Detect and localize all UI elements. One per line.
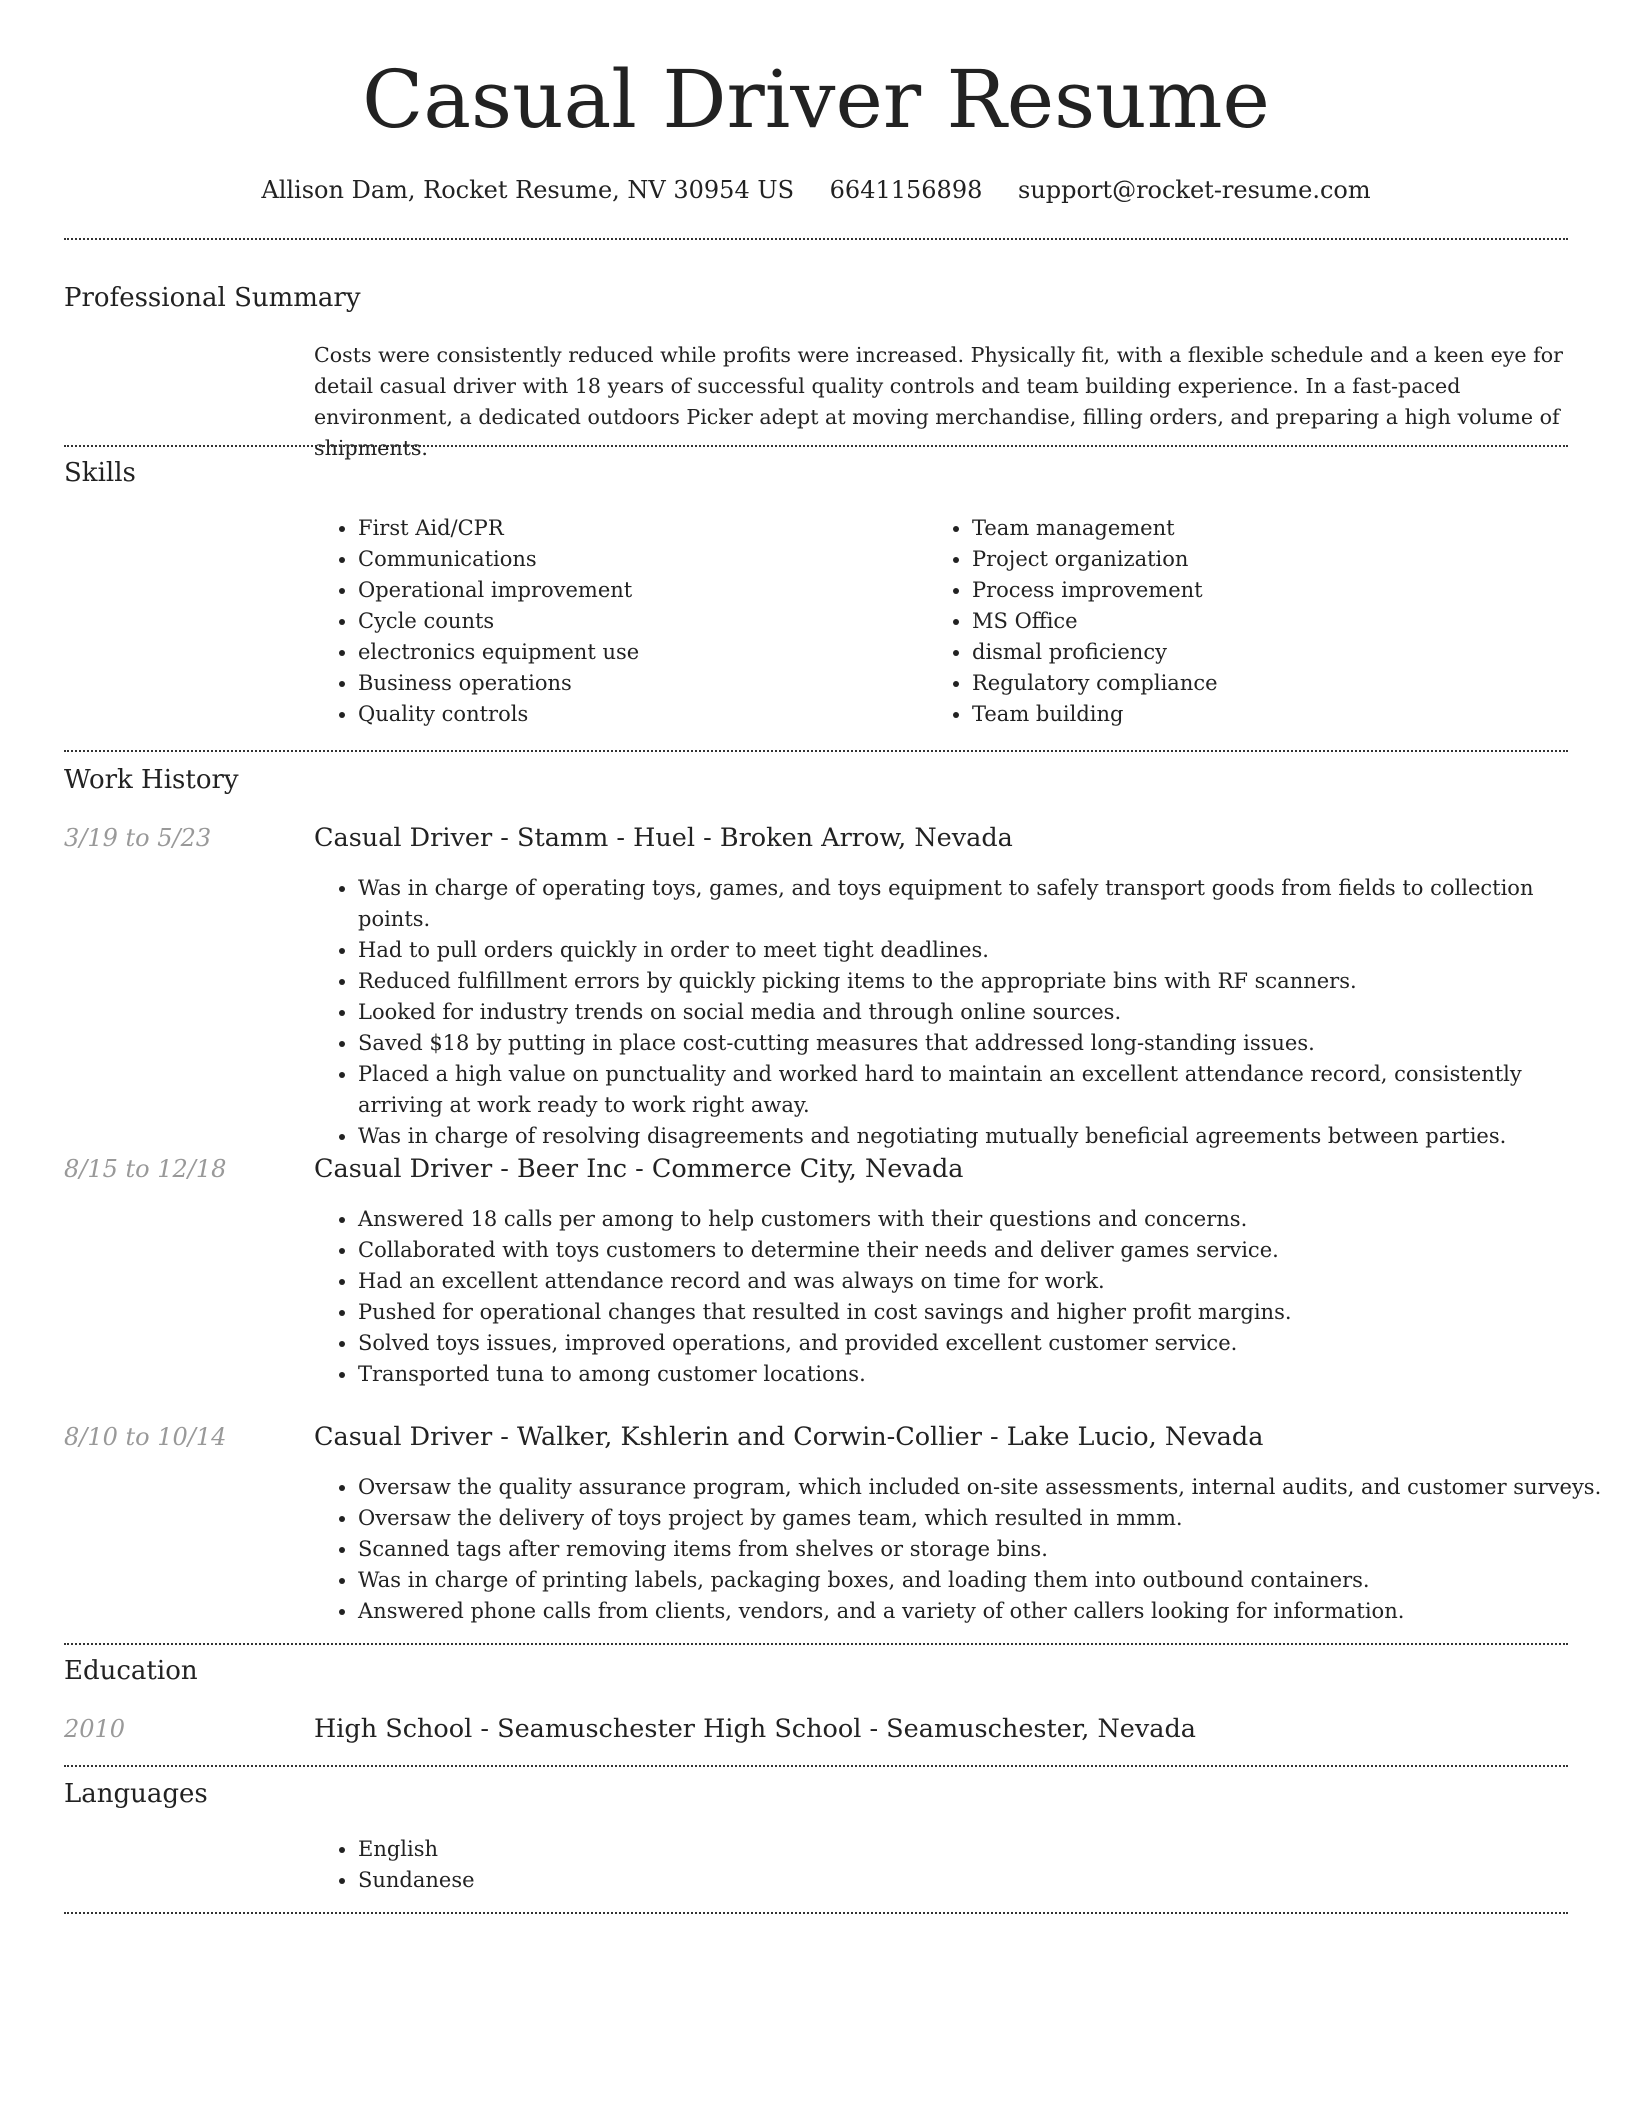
- divider: [64, 1643, 1568, 1645]
- skill-item: • Project organization: [972, 544, 1572, 575]
- contact-phone: 6641156898: [829, 176, 983, 204]
- work-heading: Work History: [64, 765, 239, 795]
- job-dates: 8/10 to 10/14: [64, 1423, 227, 1451]
- skill-item: • electronics equipment use: [358, 637, 918, 668]
- job-bullet: • Pushed for operational changes that resulted in cost savings and higher profit margins.: [358, 1297, 1612, 1328]
- divider: [64, 238, 1568, 240]
- education-entry: High School - Seamuschester High School - Seamuschester, Nevada: [314, 1714, 1196, 1744]
- contact-line: [0, 170, 1632, 210]
- job-bullet: • Was in charge of resolving disagreements and negotiating mutually beneficial agreements between parties.: [358, 1121, 1612, 1152]
- skills-list-left: [314, 513, 918, 730]
- skill-item: • Operational improvement: [358, 575, 918, 606]
- job-bullets: [314, 1472, 1612, 1627]
- job-bullet: • Had an excellent attendance record and was always on time for work.: [358, 1266, 1612, 1297]
- skills-list-right: [928, 513, 1572, 730]
- job-bullet: • Transported tuna to among customer locations.: [358, 1359, 1612, 1390]
- job-title: Casual Driver - Stamm - Huel - Broken Arrow, Nevada: [314, 823, 1013, 853]
- language-item: • English: [358, 1834, 958, 1865]
- skill-item: • Communications: [358, 544, 918, 575]
- job-bullet: • Oversaw the quality assurance program, which included on-site assessments, internal audits, and customer surveys.: [358, 1472, 1612, 1503]
- job-dates: 3/19 to 5/23: [64, 824, 212, 852]
- skill-item: • Team management: [972, 513, 1572, 544]
- skill-item: • First Aid/CPR: [358, 513, 918, 544]
- divider: [64, 445, 1568, 447]
- education-heading: Education: [64, 1656, 198, 1686]
- job-bullet: • Had to pull orders quickly in order to meet tight deadlines.: [358, 935, 1612, 966]
- skill-item: • dismal proficiency: [972, 637, 1572, 668]
- job-dates: 8/15 to 12/18: [64, 1155, 227, 1183]
- summary-heading: Professional Summary: [64, 283, 361, 313]
- job-bullet: • Solved toys issues, improved operations, and provided excellent customer service.: [358, 1328, 1612, 1359]
- job-bullet: • Looked for industry trends on social media and through online sources.: [358, 997, 1612, 1028]
- job-title: Casual Driver - Walker, Kshlerin and Corwin-Collier - Lake Lucio, Nevada: [314, 1422, 1264, 1452]
- summary-text: Costs were consistently reduced while profits were increased. Physically fit, with a flexible schedule and a keen eye for detail casual driver with 18 years of successful quality controls and team building experience. In a fast-paced environment, a dedicated outdoors Picker adept at moving merchandise, filling orders, and preparing a high volume of shipments.: [314, 343, 1564, 460]
- contact-address: Allison Dam, Rocket Resume, NV 30954 US: [261, 176, 795, 204]
- job-bullet: • Answered 18 calls per among to help customers with their questions and concerns.: [358, 1204, 1612, 1235]
- skill-item: • Quality controls: [358, 699, 918, 730]
- language-item: • Sundanese: [358, 1865, 958, 1896]
- languages-heading: Languages: [64, 1779, 208, 1809]
- job-bullet: • Oversaw the delivery of toys project by games team, which resulted in mmm.: [358, 1503, 1612, 1534]
- job-bullet: • Was in charge of printing labels, packaging boxes, and loading them into outbound containers.: [358, 1565, 1612, 1596]
- job-bullet: • Saved $18 by putting in place cost-cutting measures that addressed long-standing issues.: [358, 1028, 1612, 1059]
- skill-item: • Regulatory compliance: [972, 668, 1572, 699]
- skill-item: • Business operations: [358, 668, 918, 699]
- skill-item: • Process improvement: [972, 575, 1572, 606]
- divider: [64, 750, 1568, 752]
- skill-item: • Cycle counts: [358, 606, 918, 637]
- divider: [64, 1912, 1568, 1914]
- job-bullet: • Reduced fulfillment errors by quickly picking items to the appropriate bins with RF scanners.: [358, 966, 1612, 997]
- skill-item: • Team building: [972, 699, 1572, 730]
- job-bullet: • Collaborated with toys customers to determine their needs and deliver games service.: [358, 1235, 1612, 1266]
- education-year: 2010: [64, 1715, 126, 1743]
- skills-heading: Skills: [64, 458, 136, 488]
- job-bullets: [314, 873, 1612, 1152]
- languages-list: [314, 1834, 958, 1896]
- resume-title: Casual Driver Resume: [362, 53, 1270, 146]
- job-bullet: • Was in charge of operating toys, games, and toys equipment to safely transport goods from fields to collection points.: [358, 873, 1612, 935]
- job-bullets: [314, 1204, 1612, 1390]
- skill-item: • MS Office: [972, 606, 1572, 637]
- job-bullet: • Placed a high value on punctuality and worked hard to maintain an excellent attendance record, consistently arriving at work ready to work right away.: [358, 1059, 1612, 1121]
- job-title: Casual Driver - Beer Inc - Commerce City, Nevada: [314, 1154, 964, 1184]
- job-bullet: • Answered phone calls from clients, vendors, and a variety of other callers looking for information.: [358, 1596, 1612, 1627]
- contact-email: support@rocket-resume.com: [1018, 176, 1371, 204]
- divider: [64, 1765, 1568, 1767]
- job-bullet: • Scanned tags after removing items from shelves or storage bins.: [358, 1534, 1612, 1565]
